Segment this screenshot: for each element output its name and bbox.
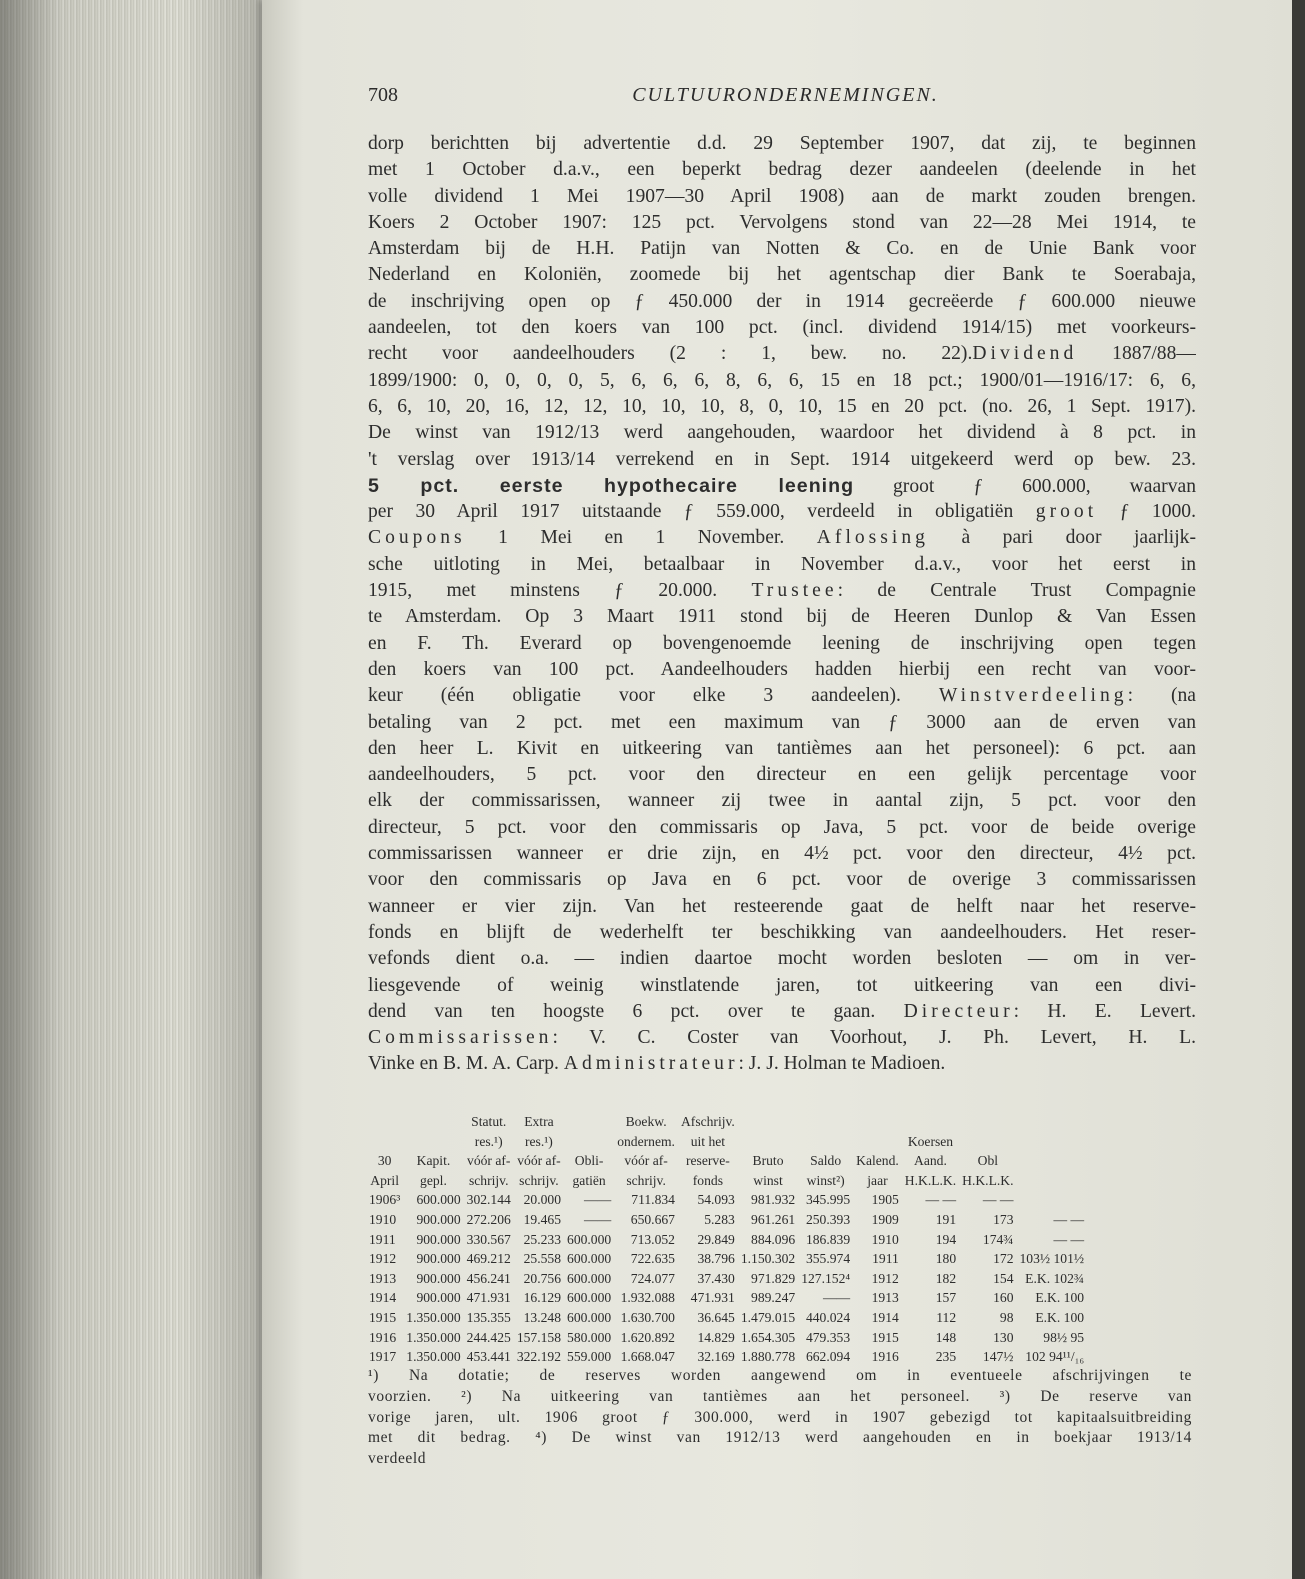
table-cell: 157	[935, 1290, 957, 1306]
table-cell: 559.000	[567, 1349, 612, 1365]
text-segment: den heer L. Kivit en uitkeering van tantièmes aan het personeel): 6 pct. aan	[368, 737, 1196, 759]
text-line	[368, 815, 1196, 841]
footnote-line: verdeeld	[368, 1450, 427, 1468]
column-header	[564, 1132, 614, 1152]
table-cell: 98	[999, 1309, 1014, 1325]
table-cell: 37.430	[697, 1270, 735, 1286]
table-cell: 1905	[871, 1192, 899, 1208]
table-cell: E.K. 102¾	[1025, 1270, 1085, 1286]
bold-heading: 5 pct. eerste hypothecaire leening	[368, 474, 855, 497]
text-line	[368, 131, 1196, 157]
column-header	[959, 1112, 1016, 1132]
table-cell	[1017, 1190, 1088, 1210]
column-header: vóór af-	[624, 1153, 668, 1169]
table-cell: 244.425	[466, 1329, 511, 1345]
table-cell: 981.932	[751, 1192, 796, 1208]
table-row	[366, 1210, 1087, 1230]
column-header	[959, 1132, 1016, 1152]
table-cell: 900.000	[416, 1231, 461, 1247]
running-title: CULTUURONDERNEMINGEN.	[632, 84, 939, 106]
financial-table	[366, 1112, 1087, 1367]
column-header: schrijv.	[468, 1172, 509, 1188]
footnote-line: met dit bedrag. ⁴) De winst van 1912/13 werd aangehouden en in boekjaar 1913/14	[368, 1429, 1192, 1447]
table-cell: ——	[584, 1192, 612, 1208]
text-segment: sche uitloting in Mei, betaalbaar in November d.a.v., voor het eerst in	[368, 553, 1196, 575]
text-segment: directeur, 5 pct. voor den commissaris op Java, 5 pct. voor de beide overige	[368, 816, 1196, 838]
text-segment: liesgevende of weinig winstlatende jaren, tot uitkeering van een divi-	[368, 974, 1196, 996]
column-header	[902, 1112, 959, 1132]
text-segment: te Amsterdam. Op 3 Maart 1911 stond bij de Heeren Dunlop & Van Essen	[368, 606, 1196, 628]
table-cell: 662.094	[805, 1349, 851, 1365]
table-cell: 14.829	[697, 1329, 735, 1345]
text-segment: 1887/88—	[1077, 343, 1196, 365]
text-line	[368, 631, 1196, 657]
text-line	[368, 710, 1196, 736]
table-cell: 1.350.000	[406, 1329, 461, 1345]
table-cell: 1912	[369, 1251, 397, 1267]
text-line	[368, 683, 1196, 709]
column-header	[738, 1132, 798, 1152]
text-line	[368, 946, 1196, 972]
table-cell: 1909	[871, 1211, 899, 1227]
text-segment: : (na	[1127, 685, 1196, 707]
table-cell: 456.241	[466, 1270, 511, 1286]
column-header: April	[370, 1172, 399, 1188]
text-segment: 1899/1900: 0, 0, 0, 0, 5, 6, 6, 6, 8, 6, 6, 15 en 18 pct.; 1900/01—1916/17: 6, 6,	[368, 369, 1196, 391]
table-cell: 32.169	[697, 1349, 735, 1365]
column-header: 30	[377, 1153, 392, 1169]
table-cell: 302.144	[466, 1192, 511, 1208]
table-cell: 1.150.302	[740, 1251, 796, 1267]
column-header: winst	[753, 1172, 783, 1188]
column-header	[366, 1132, 403, 1152]
table-cell: 600.000	[567, 1270, 612, 1286]
table-cell: 13.248	[523, 1309, 562, 1325]
column-header: H.K.L.K.	[904, 1172, 957, 1188]
table-cell: ——	[822, 1290, 851, 1306]
text-segment: : de Centrale Trust Compagnie	[837, 580, 1196, 602]
table-cell: — —	[1053, 1231, 1085, 1247]
table-cell: 16.129	[523, 1290, 562, 1306]
table-cell: 172	[993, 1251, 1014, 1267]
text-segment: : J. J. Holman te Madioen.	[738, 1053, 946, 1075]
text-line	[368, 578, 1196, 604]
text-segment: aandeelhouders, 5 pct. voor den directeur en een gelijk percentage voor	[368, 764, 1196, 786]
footnote-line: ¹) Na dotatie; de reserves worden aangewend om in eventueele afschrijvingen te	[368, 1367, 1192, 1384]
table-cell: 19.465	[523, 1211, 562, 1227]
table-cell: 1.880.778	[740, 1349, 796, 1365]
column-header: vóór af-	[467, 1153, 511, 1169]
table-header-row	[366, 1151, 1087, 1171]
column-header: Kapit.	[416, 1153, 451, 1169]
table-cell: 191	[935, 1211, 957, 1227]
text-line	[368, 1025, 1196, 1051]
column-header: Kalend.	[856, 1153, 899, 1169]
text-segment: Nederland en Koloniën, zoomede bij het agentschap dier Bank te Soerabaja,	[368, 264, 1196, 286]
footnote-line: voorzien. ²) Na uitkeering van tantièmes aan het personeel. ³) De reserve van	[368, 1387, 1192, 1405]
text-segment: den koers van 100 pct. Aandeelhouders hadden hierbij een recht van voor-	[368, 658, 1196, 680]
text-segment: dend van ten hoogste 6 pct. over te gaan.	[368, 1000, 904, 1022]
table-cell: ——	[584, 1211, 612, 1227]
table-cell: 194	[935, 1231, 957, 1247]
table-cell: 1912	[871, 1270, 899, 1286]
table-cell: 1.932.088	[620, 1290, 675, 1306]
table-cell: 900.000	[416, 1270, 461, 1286]
table-cell: 180	[935, 1251, 957, 1267]
column-header: gepl.	[420, 1172, 447, 1188]
text-line	[368, 262, 1196, 288]
table-row	[366, 1190, 1087, 1210]
column-header: Obli-	[574, 1153, 604, 1169]
column-header: vóór af-	[517, 1153, 561, 1169]
table-cell: 1917	[369, 1349, 397, 1365]
column-header	[853, 1112, 902, 1132]
spaced-term: groot	[1035, 501, 1098, 523]
column-header	[798, 1132, 853, 1152]
table-cell: 173	[993, 1211, 1014, 1227]
column-header: Saldo	[810, 1153, 842, 1169]
table-cell: 29.849	[697, 1231, 735, 1247]
text-segment: elk der commissarissen, wanneer zij twee in aantal zijn, 5 pct. voor den	[368, 790, 1196, 812]
text-segment: aandeelen, tot den koers van 100 pct. (incl. dividend 1914/15) met voorkeurs-	[368, 317, 1196, 339]
table-cell: 1915	[871, 1329, 899, 1345]
page-header	[368, 84, 1203, 110]
text-segment: vefonds dient o.a. — indien daartoe mocht worden besloten — om in ver-	[368, 948, 1196, 970]
text-segment: 't verslag over 1913/14 verrekend en in Sept. 1914 uitgekeerd werd op bew. 23.	[368, 448, 1196, 470]
text-line	[368, 289, 1196, 315]
table-cell: 38.796	[697, 1251, 735, 1267]
table-cell: 600.000	[567, 1290, 612, 1306]
table-cell: 971.829	[751, 1270, 796, 1286]
table-cell: 713.052	[630, 1231, 675, 1247]
table-cell: 160	[993, 1290, 1014, 1306]
table-cell: 989.247	[751, 1290, 796, 1306]
text-line	[368, 420, 1196, 446]
table-cell: 1910	[369, 1211, 397, 1227]
table-cell: 479.353	[805, 1329, 851, 1345]
table-cell: 272.206	[466, 1211, 511, 1227]
text-segment: met 1 October d.a.v., een beperkt bedrag dezer aandeelen (deelende in het	[368, 159, 1196, 181]
table-cell: 471.931	[466, 1290, 511, 1306]
column-header: Aand.	[914, 1153, 947, 1169]
text-segment: per 30 April 1917 uitstaande ƒ 559.000, verdeeld in obligatiën	[368, 501, 1036, 523]
table-cell: E.K. 100	[1035, 1290, 1085, 1306]
body-text	[368, 131, 1196, 1078]
table-cell: 1.350.000	[406, 1349, 461, 1365]
text-segment: De winst van 1912/13 werd aangehouden, waardoor het dividend à 8 pct. in	[368, 422, 1196, 444]
text-segment: 6, 6, 10, 20, 16, 12, 12, 10, 10, 10, 8, 0, 10, 15 en 20 pct. (no. 26, 1 Sept. 1917).	[368, 395, 1196, 417]
table-cell: 724.077	[630, 1270, 675, 1286]
column-header	[403, 1132, 463, 1152]
table-cell: 1914	[871, 1309, 899, 1325]
table-row	[366, 1347, 1087, 1367]
table-cell: 186.839	[805, 1231, 851, 1247]
table-cell: — —	[1053, 1211, 1085, 1227]
column-header: res.¹)	[474, 1133, 503, 1149]
column-header	[1017, 1171, 1088, 1191]
text-segment: : H. E. Levert.	[1013, 1000, 1196, 1022]
table-cell: 1910	[871, 1231, 899, 1247]
column-header: Afschrijv.	[680, 1114, 735, 1129]
table-cell: E.K. 100	[1035, 1309, 1085, 1325]
text-segment: voor den commissaris op Java en 6 pct. voor de overige 3 commissarissen	[368, 869, 1196, 891]
column-header	[1017, 1112, 1088, 1132]
table-cell: 469.212	[466, 1251, 511, 1267]
column-header: jaar	[867, 1172, 888, 1188]
table-cell: 98½ 95	[1043, 1329, 1085, 1345]
text-line	[368, 525, 1196, 551]
text-segment: 1915, met minstens ƒ 20.000.	[368, 580, 752, 602]
table-cell: 884.096	[751, 1231, 796, 1247]
column-header: Obl	[977, 1153, 999, 1169]
spaced-term: Aflossing	[816, 527, 929, 549]
text-segment: fonds en blijft de wederhelft ter beschikking van aandeelhouders. Het reser-	[368, 921, 1196, 943]
table-cell: 900.000	[416, 1290, 461, 1306]
column-header	[366, 1112, 403, 1132]
table-cell: 1.479.015	[740, 1309, 796, 1325]
table-cell: 900.000	[416, 1211, 461, 1227]
text-segment: Amsterdam bij de H.H. Patijn van Notten & Co. en de Unie Bank voor	[368, 238, 1196, 260]
table-cell: 54.093	[697, 1192, 735, 1208]
text-line	[368, 157, 1196, 183]
table-cell: 25.233	[523, 1231, 562, 1247]
text-segment: volle dividend 1 Mei 1907—30 April 1908) aan de markt zouden brengen.	[368, 185, 1196, 207]
text-line	[368, 394, 1196, 420]
table-cell: 235	[935, 1349, 957, 1365]
text-line	[368, 368, 1196, 394]
table-cell: 1916	[871, 1349, 899, 1365]
text-line	[368, 788, 1196, 814]
spaced-term: Coupons	[368, 527, 466, 549]
table-cell: 1.654.305	[740, 1329, 796, 1345]
table-cell: 322.192	[516, 1349, 562, 1365]
table-cell: 1913	[369, 1270, 397, 1286]
table-cell: 711.834	[631, 1192, 675, 1208]
table-cell: 1916	[369, 1329, 397, 1345]
table-cell: 600.000	[567, 1309, 612, 1325]
text-segment: dorp berichtten bij advertentie d.d. 29 September 1907, dat zij, te beginnen	[368, 133, 1196, 154]
column-header: winst²)	[806, 1172, 845, 1188]
table-cell: 20.000	[523, 1192, 562, 1208]
table-cell: 135.355	[466, 1309, 511, 1325]
table-row	[366, 1328, 1087, 1348]
table-cell: — —	[925, 1192, 957, 1208]
table-cell: 20.756	[523, 1270, 562, 1286]
table-cell: 102 94¹¹/₁₆	[1025, 1349, 1085, 1365]
table-cell: 250.393	[805, 1211, 851, 1227]
text-segment: de inschrijving open op ƒ 450.000 der in 1914 gecreëerde ƒ 600.000 nieuwe	[368, 290, 1196, 312]
text-line	[368, 999, 1196, 1025]
table-header-row	[366, 1112, 1087, 1132]
table-cell: 25.558	[523, 1251, 562, 1267]
table-cell: 961.261	[751, 1211, 796, 1227]
table-cell: 345.995	[805, 1192, 851, 1208]
column-header	[1017, 1151, 1088, 1171]
text-segment: Vinke en B. M. A. Carp.	[368, 1053, 564, 1075]
text-line	[368, 552, 1196, 578]
table-cell: 471.931	[690, 1290, 735, 1306]
text-line	[368, 236, 1196, 262]
text-line	[368, 920, 1196, 946]
column-header	[738, 1112, 798, 1132]
scan-border	[1292, 0, 1305, 1579]
table-cell: 157.158	[516, 1329, 562, 1345]
column-header: schrijv.	[626, 1172, 666, 1188]
table-cell: 722.635	[630, 1251, 675, 1267]
table-cell: 154	[993, 1270, 1014, 1286]
column-header	[1017, 1132, 1088, 1152]
table-header-row	[366, 1171, 1087, 1191]
table-row	[366, 1288, 1087, 1308]
table-cell: 1911	[872, 1251, 899, 1267]
text-line	[368, 210, 1196, 236]
text-line	[368, 473, 1196, 499]
text-line	[368, 867, 1196, 893]
text-line	[368, 762, 1196, 788]
table-row	[366, 1269, 1087, 1289]
text-segment: ƒ 1000.	[1097, 501, 1196, 523]
table-cell: 650.667	[630, 1211, 675, 1227]
table-cell: 1.668.047	[620, 1349, 675, 1365]
page-edges-shadow	[0, 0, 300, 1579]
table-row	[366, 1308, 1087, 1328]
table-cell: 1.350.000	[406, 1309, 461, 1325]
text-segment: recht voor aandeelhouders (2 : 1, bew. no. 22).	[368, 343, 973, 365]
column-header: uit het	[690, 1133, 726, 1149]
table-cell: 330.567	[466, 1231, 511, 1247]
table-cell: 182	[935, 1270, 957, 1286]
table-cell: 355.974	[805, 1251, 851, 1267]
table-header-row	[366, 1132, 1087, 1152]
table-cell: 1915	[369, 1309, 397, 1325]
table-cell: 900.000	[416, 1251, 461, 1267]
table-cell: 103½ 101½	[1019, 1251, 1085, 1267]
table-cell: 1914	[369, 1290, 397, 1306]
table-cell: 5.283	[704, 1211, 735, 1227]
column-header	[853, 1132, 902, 1152]
spaced-term: Commissarissen	[368, 1027, 553, 1049]
text-line	[368, 736, 1196, 762]
spaced-term: Administrateur	[563, 1053, 739, 1075]
text-segment: Koers 2 October 1907: 125 pct. Vervolgens stond van 22—28 Mei 1914, te	[368, 211, 1196, 233]
table-cell: 453.441	[466, 1349, 511, 1365]
text-line	[368, 604, 1196, 630]
column-header: reserve-	[686, 1153, 730, 1169]
text-line	[368, 894, 1196, 920]
text-segment: à pari door jaarlijk-	[928, 527, 1196, 549]
text-line	[368, 184, 1196, 210]
column-header: Extra	[524, 1114, 554, 1129]
column-header: gatiën	[572, 1172, 606, 1188]
text-line	[368, 1051, 1196, 1077]
footnote-line: vorige jaren, ult. 1906 groot ƒ 300.000, werd in 1907 gebezigd tot kapitaalsuitbreiding	[368, 1408, 1192, 1426]
column-header	[403, 1112, 463, 1132]
spaced-term: Dividend	[972, 343, 1078, 365]
text-line	[368, 973, 1196, 999]
column-header: res.¹)	[524, 1133, 553, 1149]
column-header	[798, 1112, 853, 1132]
table-cell: 600.000	[567, 1231, 612, 1247]
text-segment: 1 Mei en 1 November.	[465, 527, 817, 549]
text-line	[368, 315, 1196, 341]
table-cell: — —	[982, 1192, 1014, 1208]
column-header: fonds	[692, 1172, 723, 1188]
table-cell: 36.645	[697, 1309, 735, 1325]
column-header: Statut.	[471, 1114, 507, 1129]
table-cell: 130	[993, 1329, 1014, 1345]
table-cell: 600.000	[567, 1251, 612, 1267]
text-line	[368, 657, 1196, 683]
text-segment: wanneer er vier zijn. Van het resteerende gaat de helft naar het reserve-	[368, 895, 1196, 917]
table-cell: 147½	[982, 1349, 1014, 1365]
spaced-term: Winstverdeeling	[938, 685, 1128, 707]
table-cell: 127.152⁴	[801, 1270, 851, 1286]
table-cell: 1906³	[369, 1192, 401, 1208]
column-header: Koersen	[907, 1133, 954, 1149]
footnotes	[368, 1366, 1192, 1470]
text-line	[368, 841, 1196, 867]
spaced-term: Directeur	[903, 1000, 1014, 1022]
column-header: ondernem.	[617, 1133, 675, 1149]
table-cell: 1913	[871, 1290, 899, 1306]
table-cell: 1.630.700	[620, 1309, 675, 1325]
table-row	[366, 1249, 1087, 1269]
table-cell: 1911	[369, 1231, 396, 1247]
text-segment: commissarissen wanneer er drie zijn, en 4½ pct. voor den directeur, 4½ pct.	[368, 843, 1196, 865]
column-header: H.K.L.K.	[962, 1172, 1014, 1188]
text-segment: en F. Th. Everard op bovengenoemde leening de inschrijving open tegen	[368, 632, 1196, 654]
text-line	[368, 447, 1196, 473]
text-segment: : V. C. Coster van Voorhout, J. Ph. Levert, H. L.	[552, 1027, 1196, 1049]
text-line	[368, 341, 1196, 367]
table-cell: 580.000	[567, 1329, 612, 1345]
table-cell: 440.024	[805, 1309, 851, 1325]
table-cell: 112	[936, 1309, 957, 1325]
text-segment: betaling van 2 pct. met een maximum van ƒ 3000 aan de erven van	[368, 711, 1196, 733]
text-segment: keur (één obligatie voor elke 3 aandeelen).	[368, 685, 939, 707]
table-cell: 1.620.892	[620, 1329, 675, 1345]
table-cell: 148	[935, 1329, 957, 1345]
table-row	[366, 1230, 1087, 1250]
table-cell: 174¾	[982, 1231, 1014, 1247]
text-line	[368, 499, 1196, 525]
page-number: 708	[368, 84, 398, 106]
column-header: Boekw.	[625, 1114, 667, 1129]
table-cell: 600.000	[416, 1192, 461, 1208]
column-header: Bruto	[752, 1153, 784, 1169]
column-header	[564, 1112, 614, 1132]
text-segment: groot ƒ 600.000, waarvan	[854, 475, 1196, 497]
spaced-term: Trustee	[751, 580, 838, 602]
column-header: schrijv.	[519, 1172, 559, 1188]
